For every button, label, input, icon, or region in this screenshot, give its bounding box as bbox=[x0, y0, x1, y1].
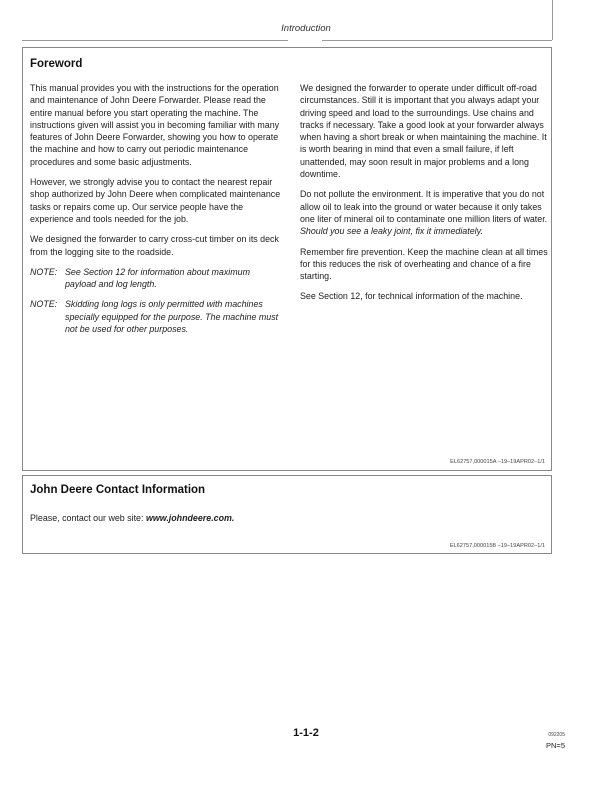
note-label: NOTE: bbox=[30, 266, 58, 277]
foreword-left-column bbox=[30, 82, 282, 343]
foreword-paragraph: Remember fire prevention. Keep the machine clean at all times for this reduces the risk of overheating and chance of a fire starting. bbox=[300, 246, 548, 282]
contact-prefix: Please, contact our web site: bbox=[30, 513, 146, 523]
page-number: 1-1-2 bbox=[293, 727, 319, 739]
foreword-paragraph: See Section 12, for technical information of the machine. bbox=[300, 291, 523, 302]
foreword-paragraph-environment bbox=[300, 188, 548, 237]
foreword-paragraph: We designed the forwarder to carry cross-cut timber on its deck from the logging site to the roadside. bbox=[30, 234, 279, 257]
contact-text bbox=[30, 513, 234, 523]
note-text: Skidding long logs is only permitted with machines specially equipped for the purpose. The machine must not be used for other purposes. bbox=[65, 299, 279, 335]
contact-reference-code: EL62757,000015B –19–19APR02–1/1 bbox=[449, 543, 545, 549]
note-payload bbox=[30, 266, 282, 291]
foreword-section bbox=[22, 47, 552, 471]
note-skidding bbox=[30, 298, 282, 335]
header-rule-left bbox=[22, 40, 288, 41]
foreword-paragraph: However, we strongly advise you to contact the nearest repair shop authorized by John Deere when complicated maintenance tasks or repairs come up. Our service people have the experience and tools needed for the job. bbox=[30, 177, 281, 224]
foreword-right-column bbox=[300, 82, 548, 311]
footer-pn: PN=5 bbox=[546, 741, 565, 750]
footer-code: 092205 bbox=[548, 732, 565, 738]
note-text: See Section 12 for information about maximum payload and log length. bbox=[65, 266, 250, 290]
website-link[interactable]: www.johndeere.com. bbox=[145, 513, 235, 523]
page-header-title: Introduction bbox=[281, 23, 331, 34]
header-vertical-rule bbox=[552, 0, 553, 40]
header-rule-right bbox=[322, 40, 552, 41]
note-label: NOTE: bbox=[30, 299, 58, 310]
foreword-paragraph: This manual provides you with the instructions for the operation and maintenance of John Deere Forwarder. Please read the entire manual before you start operating the machine. The instructions given will assist you in becoming familiar with many features of John Deere Forwarder, showing you how to operate the machine and how to carry out periodic maintenance procedures and some basic adjustments. bbox=[30, 83, 280, 167]
foreword-paragraph: We designed the forwarder to operate under difficult off-road circumstances. Still it is important that you always adapt your driving speed and load to the surroundings. Use chains and tracks if necessary. Take a good look at your forwarder always when having a short break or when maintaining the machine. It is worth bearing in mind that even a small failure, if left unattended, may soon result in major problems and a long downtime. bbox=[300, 83, 547, 180]
contact-title: John Deere Contact Information bbox=[30, 484, 206, 496]
foreword-title: Foreword bbox=[30, 58, 83, 70]
environment-emphasis: Should you see a leaky joint, fix it immediately. bbox=[300, 226, 483, 237]
foreword-reference-code: EL62757,000015A –19–19APR02–1/1 bbox=[450, 459, 545, 465]
contact-section bbox=[22, 475, 552, 554]
environment-text: Do not pollute the environment. It is imperative that you do not allow oil to leak into the ground or water because it only takes one liter of mineral oil to contaminate one million liters of water. bbox=[300, 189, 548, 224]
